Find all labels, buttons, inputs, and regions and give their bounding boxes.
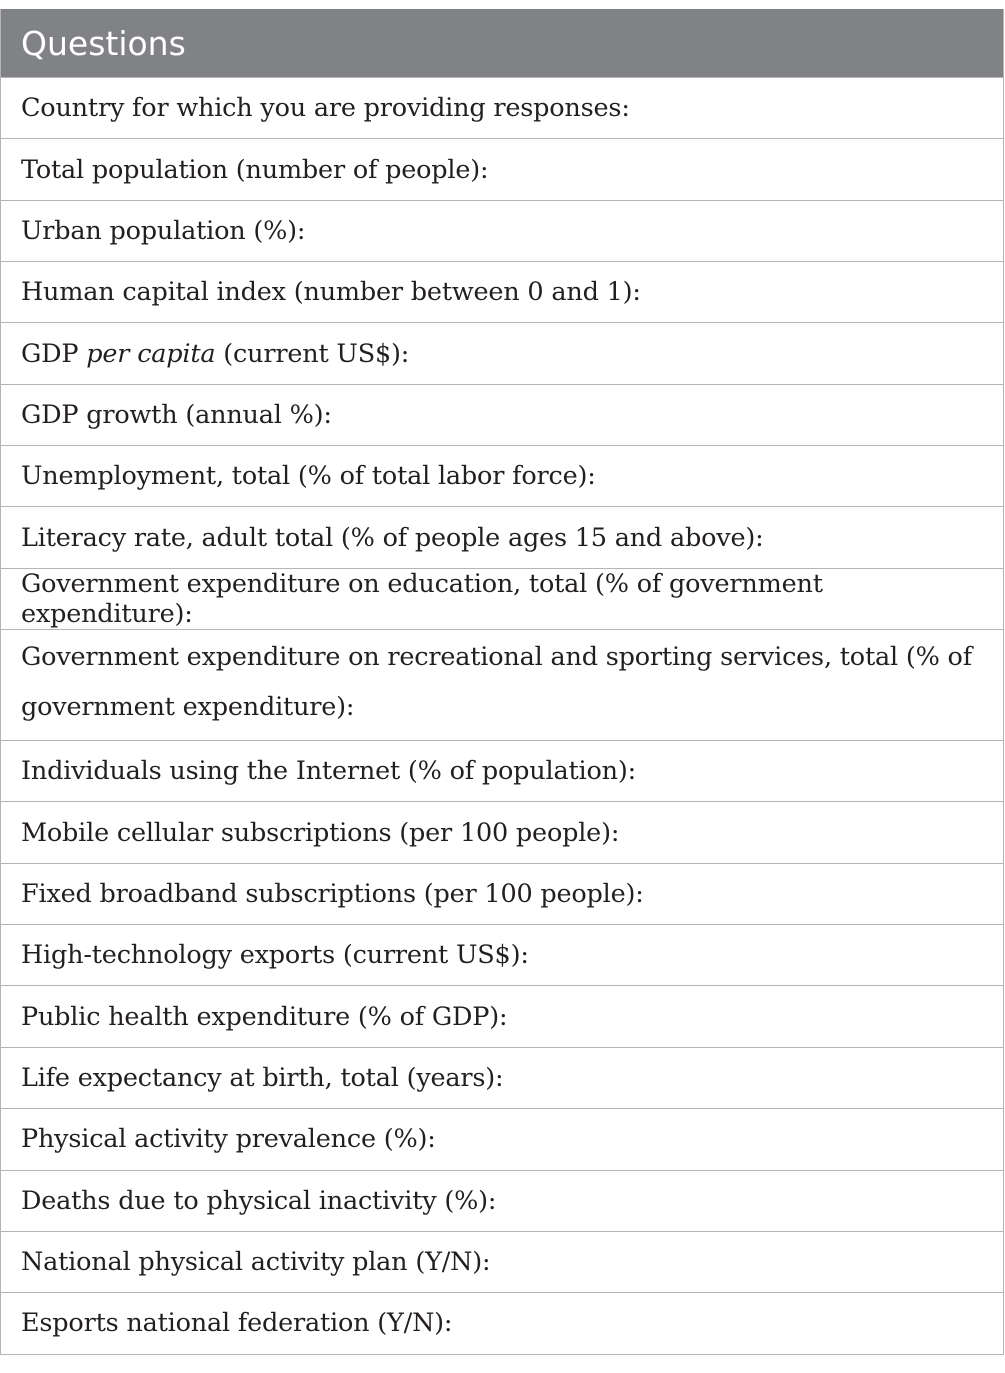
questions-table [0,9,1004,1355]
row-text: GDP growth (annual %): [21,399,332,430]
table-row [1,445,1003,506]
row-text-gdp-per-capita [21,339,409,369]
table-row [1,568,1003,629]
table-header [1,9,1003,77]
row-text: National physical activity plan (Y/N): [21,1247,491,1278]
table-row [1,801,1003,862]
table-row [1,1231,1003,1292]
table-row [1,740,1003,801]
table-row [1,863,1003,924]
table-row [1,924,1003,985]
row-text: Government expenditure on recreational and sporting services, total (% of government expenditure): [21,642,972,723]
row-text: Fixed broadband subscriptions (per 100 people): [21,878,644,909]
row-text: Country for which you are providing responses: [21,93,630,124]
table-row [1,506,1003,567]
table-row [1,1170,1003,1231]
table-row [1,1108,1003,1169]
row-text: Total population (number of people): [21,154,489,185]
row-text: High-technology exports (current US$): [21,940,529,971]
row-text: Esports national federation (Y/N): [21,1308,453,1339]
table-row [1,1047,1003,1108]
table-row [1,77,1003,138]
row-text: Public health expenditure (% of GDP): [21,1001,508,1032]
row-text-prefix: GDP [21,338,87,369]
table-row [1,629,1003,740]
row-text: Life expectancy at birth, total (years): [21,1062,504,1093]
row-text: Mobile cellular subscriptions (per 100 people): [21,817,620,848]
row-text: Individuals using the Internet (% of population): [21,756,636,787]
table-row [1,1292,1003,1353]
row-text: Unemployment, total (% of total labor force): [21,461,596,492]
row-text: Government expenditure on education, total (% of government expenditure): [21,568,823,629]
row-text: Urban population (%): [21,215,306,246]
table-row [1,200,1003,261]
table-row [1,322,1003,383]
row-text: Physical activity prevalence (%): [21,1124,436,1155]
table-row [1,384,1003,445]
table-row [1,985,1003,1046]
row-text: Human capital index (number between 0 and 1): [21,277,641,308]
header-label: Questions [21,23,186,63]
row-text-suffix: (current US$): [215,338,410,369]
row-text-italic: per capita [86,338,216,369]
row-text: Literacy rate, adult total (% of people ages 15 and above): [21,522,764,553]
table-row [1,261,1003,322]
row-text: Deaths due to physical inactivity (%): [21,1185,497,1216]
table-row [1,138,1003,199]
